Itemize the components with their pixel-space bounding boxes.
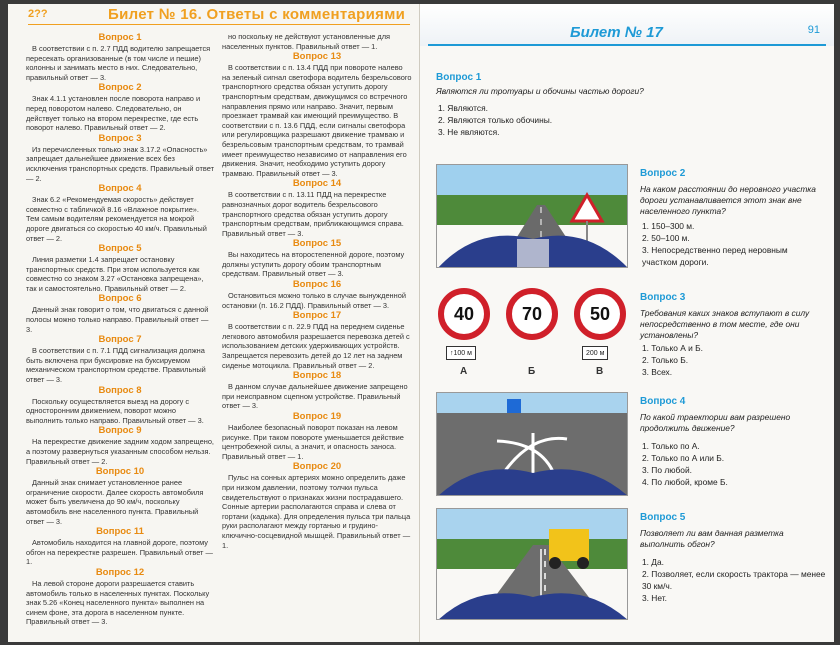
answer-commentary: В соответствии с п. 7.1 ПДД сигнализация должна быть включена при буксировке на буксируемом механическом транспортном средстве. Правильный ответ — 3. <box>26 346 206 385</box>
answer-commentary: Автомобиль находится на главной дороге, поэтому обгон на перекрестке разрешен. Правильный ответ — 1. <box>26 538 213 567</box>
header-rule <box>28 24 410 25</box>
answer-commentary: Вы находитесь на второстепенной дороге, поэтому должны уступить дорогу обоим транспортным средствам. Правильный ответ — 3. <box>222 250 405 279</box>
question-4-heading: Вопрос 4 <box>640 396 686 407</box>
answer-option[interactable]: 2. Только Б. <box>642 355 689 365</box>
answers-column-2 <box>222 32 412 550</box>
answer-heading: Вопрос 9 <box>98 425 142 437</box>
answer-commentary: В соответствии с п. 13.4 ПДД при повороте налево на зеленый сигнал светофора водитель безрельсового транспортного средства обязан уступить дорогу транспортным средствам, движущимся со встречного направления прямо или направо. Значит, первым проезжает трамвай как имеющий преимущество. В соответствии с п. 13.6 ПДД, если сигналы светофора или регулировщика разрешают движение трамваю и безрельсовым транспортным средствам, то трамвай имеет преимущество независимо от направления его движения. Значит, необходимо уступить дорогу трамваю. Правильный ответ — 3. <box>222 63 412 178</box>
question-1-text: Являются ли тротуары и обочины частью дороги? <box>436 86 644 96</box>
speed-limit-sign-a: 40 <box>438 288 490 340</box>
answer-heading: Вопрос 13 <box>292 51 342 63</box>
question-3-text: Требования каких знаков вступают в силу непосредственно в том месте, где они установлены? <box>640 308 810 340</box>
answer-option[interactable]: 1. Являются. <box>438 103 488 113</box>
answer-commentary: На перекрестке движение задним ходом запрещено, а поэтому развернуться указанным способом нельзя. Правильный ответ — 2. <box>26 437 214 466</box>
answer-heading: Вопрос 1 <box>98 32 142 43</box>
answer-option[interactable]: 3. По любой. <box>642 465 692 475</box>
answer-commentary: Знак 6.2 «Рекомендуемая скорость» действует совместно с табличкой 8.16 «Влажное покрытие». Тем самым водителям рекомендуется на мокрой дороге двигаться со скоростью 40 км/ч. Правильный ответ — 2. <box>26 195 207 243</box>
road-bump-illustration <box>436 164 628 268</box>
answer-heading: Вопрос 12 <box>95 566 145 578</box>
question-2-text: На каком расстоянии до неровного участка дороги устанавливается этот знак вне населенного пункта? <box>640 184 816 216</box>
tractor-overtake-illustration <box>436 508 628 620</box>
book-spread <box>8 4 834 642</box>
answer-option[interactable]: 3. Всех. <box>642 367 673 377</box>
answer-option[interactable]: 2. Только по А или Б. <box>642 453 725 463</box>
answer-heading: Вопрос 4 <box>98 183 142 195</box>
answer-heading: Вопрос 3 <box>98 132 142 144</box>
right-page <box>420 4 834 642</box>
answer-commentary: На левой стороне дороги разрешается ставить автомобиль только в населенных пунктах. Поскольку знак 5.26 «Конец населенного пункта» выполнен на синем фоне, эта дорога в населенном пункте. Правильный ответ — 3. <box>26 578 210 627</box>
page-number: 2?? <box>28 8 48 20</box>
question-3-answers <box>642 342 703 378</box>
answer-option[interactable]: 4. По любой, кроме Б. <box>642 477 728 487</box>
answer-option[interactable]: 1. Только по А. <box>642 441 700 451</box>
answer-heading: Вопрос 6 <box>98 293 142 305</box>
question-1-answers <box>438 102 552 138</box>
answer-heading: Вопрос 18 <box>292 370 342 382</box>
sign-label-c: В <box>596 366 604 377</box>
answer-heading: Вопрос 5 <box>98 243 142 255</box>
answer-option[interactable]: 1. 150–300 м. <box>642 221 695 231</box>
left-page <box>8 4 420 642</box>
header-rule <box>428 44 826 46</box>
answer-option[interactable]: 3. Непосредственно перед неровным участком дороги. <box>642 245 788 267</box>
answer-option[interactable]: 2. Позволяет, если скорость трактора — менее 30 км/ч. <box>642 569 826 591</box>
answer-commentary: В соответствии с п. 22.9 ПДД на переднем сиденье легкового автомобиля разрешается перевозка детей с использованием детских удерживающих устройств. Запрещается перевозить детей до 12 лет на заднем сиденье мотоцикла. Правильный ответ — 2. <box>222 322 410 370</box>
answer-commentary: Пульс на сонных артериях можно определить даже при низком давлении, поэтому толчки пульса свидетельствуют о признаках жизни пострадавшего. Сонные артерии располагаются справа и слева от гортани (кадыка). Для определения пульса три пальца руки располагают между гортанью и грудино-ключично-сосцевидной мышцей. Правильный ответ — 1. <box>222 473 411 550</box>
answer-commentary: Данный знак говорит о том, что двигаться с данной полосы можно только направо. Правильный ответ — 3. <box>26 305 209 334</box>
answer-commentary: В данном случае дальнейшее движение запрещено при неисправном сцепном устройстве. Правильный ответ — 3. <box>222 382 408 411</box>
answer-commentary: Знак 4.1.1 установлен после поворота направо и перед поворотом налево. Следовательно, он действует только на втором перекрестке, где есть поворот налево. Правильный ответ — 2. <box>26 94 201 133</box>
answer-option[interactable]: 2. 50–100 м. <box>642 233 690 243</box>
left-page-header <box>8 4 420 26</box>
page-title: Билет № 16. Ответы с комментариями <box>108 6 406 23</box>
question-4-text: По какой траектории вам разрешено продолжить движение? <box>640 412 791 433</box>
page-number: 91 <box>807 24 820 36</box>
answer-heading: Вопрос 10 <box>95 466 145 478</box>
answer-commentary: но поскольку не действуют установленные для населенных пунктов. Правильный ответ — 1. <box>222 32 391 51</box>
speed-signs-group <box>436 284 628 384</box>
answer-heading: Вопрос 11 <box>96 526 144 538</box>
question-5-text: Позволяет ли вам данная разметка выполнить обгон? <box>640 528 784 549</box>
right-page-header <box>420 4 834 46</box>
sign-label-a: А <box>460 366 468 377</box>
answer-heading: Вопрос 7 <box>98 334 142 346</box>
answer-commentary: Поскольку осуществляется выезд на дорогу с односторонним движением, поворот можно выполнить только направо. Правильный ответ — 3. <box>26 396 204 425</box>
answers-column-1 <box>26 32 214 627</box>
answer-option[interactable]: 3. Нет. <box>642 593 667 603</box>
answer-heading: Вопрос 8 <box>98 384 142 396</box>
answer-heading: Вопрос 2 <box>98 82 142 94</box>
answer-option[interactable]: 3. Не являются. <box>438 127 500 137</box>
distance-plate: 200 м <box>582 346 608 360</box>
answer-option[interactable]: 2. Являются только обочины. <box>438 115 553 125</box>
answer-commentary: Из перечисленных только знак 3.17.2 «Опасность» запрещает дальнейшее движение всех без исключения транспортных средств. Правильный ответ — 2. <box>26 144 214 183</box>
answer-commentary: Остановиться можно только в случае вынужденной остановки (п. 16.2 ПДД). Правильный ответ — 3. <box>222 291 406 310</box>
answer-option[interactable]: 1. Да. <box>642 557 664 567</box>
question-5-heading: Вопрос 5 <box>640 512 686 523</box>
question-4-answers <box>642 440 728 488</box>
answer-commentary: Наиболее безопасный поворот показан на левом рисунке. При таком повороте уменьшается действие центробежной силы, а значит, и опасность заноса. Правильный ответ — 1. <box>222 423 404 461</box>
sign-label-b: Б <box>528 366 536 377</box>
question-5-answers <box>642 556 828 604</box>
question-3-heading: Вопрос 3 <box>640 292 686 303</box>
answer-option[interactable]: 1. Только А и Б. <box>642 343 703 353</box>
speed-limit-sign-c: 50 <box>574 288 626 340</box>
speed-limit-sign-b: 70 <box>506 288 558 340</box>
answer-heading: Вопрос 14 <box>292 178 342 190</box>
answer-heading: Вопрос 20 <box>292 461 342 473</box>
answer-heading: Вопрос 19 <box>292 411 342 422</box>
answer-heading: Вопрос 15 <box>292 238 342 250</box>
answer-commentary: Линия разметки 1.4 запрещает остановку транспортных средств. При этом используется как совместно со знаком 3.27 «Остановка запрещена», так и самостоятельно. Правильный ответ — 2. <box>26 255 204 293</box>
question-1-heading: Вопрос 1 <box>436 72 482 83</box>
answer-commentary: В соответствии с п. 2.7 ПДД водителю запрещается пересекать организованные (в том числе и пешие) колонны и занимать место в них. Следовательно, правильный ответ — 3. <box>26 44 211 82</box>
distance-plate: ↑100 м <box>446 346 476 360</box>
answer-commentary: В соответствии с п. 13.11 ПДД на перекрестке равнозначных дорог водитель безрельсового транспортного средства обязан уступить дорогу транспортным средствам, приближающимся справа. Правильный ответ — 3. <box>222 190 404 238</box>
answer-heading: Вопрос 17 <box>292 310 342 322</box>
answer-heading: Вопрос 16 <box>292 279 342 291</box>
ticket-title: Билет № 17 <box>570 24 663 41</box>
answer-commentary: Данный знак снимает установленное ранее ограничение скорости. Далее скорость автомобиля может быть увеличена до 90 км/ч, поскольку автомобиль вне населенного пункта. Правильный ответ — 3. <box>26 478 204 526</box>
question-2-heading: Вопрос 2 <box>640 168 686 179</box>
intersection-illustration <box>436 392 628 496</box>
question-2-answers <box>642 220 822 268</box>
